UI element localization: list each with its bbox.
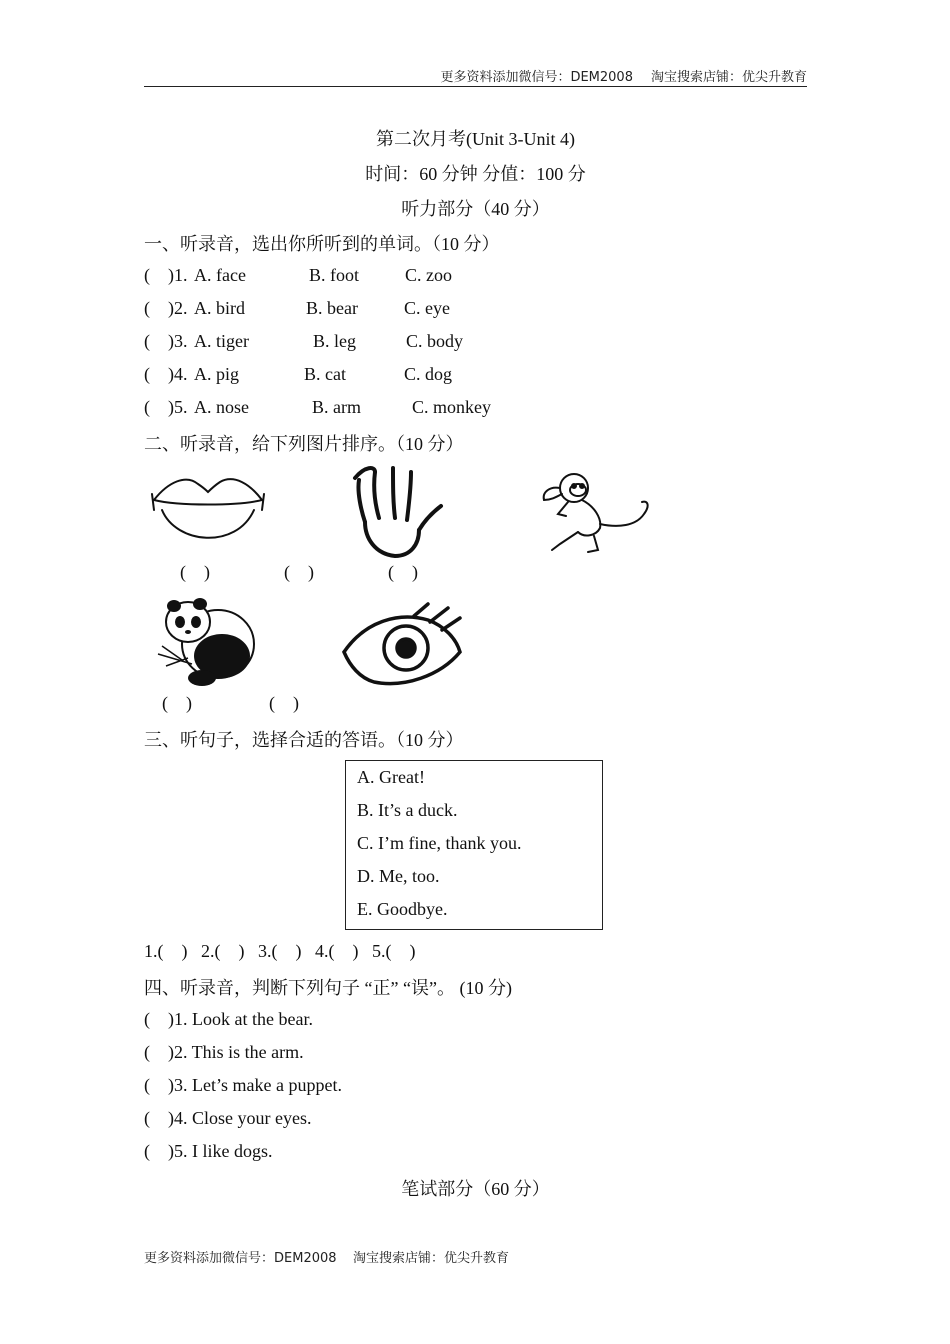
item-number: ( )3.	[144, 331, 188, 351]
section3-title: 三、听句子，选择合适的答语。（10 分）	[144, 730, 464, 750]
option-c: C. body	[406, 331, 464, 351]
mouth-picture	[148, 470, 268, 554]
option-b: B. foot	[309, 265, 360, 285]
time-score: 时间：60 分钟 分值：100 分	[365, 164, 586, 184]
option-a: A. pig	[194, 364, 239, 384]
monkey-order-blank[interactable]: ( )	[388, 562, 418, 582]
eye-picture	[340, 602, 464, 692]
option-a: A. face	[194, 265, 246, 285]
listening-title: 听力部分（40 分）	[401, 199, 550, 219]
answer-option: C. I’m fine, thank you.	[357, 833, 522, 853]
header-wechat: 更多资料添加微信号：DEM2008	[440, 70, 633, 85]
judgement-item: ( )2. This is the arm.	[144, 1042, 304, 1062]
judgement-item: ( )1. Look at the bear.	[144, 1009, 313, 1029]
section2-title: 二、听录音，给下列图片排序。（10 分）	[144, 434, 464, 454]
judgement-item: ( )3. Let’s make a puppet.	[144, 1075, 342, 1095]
item-number: ( )2.	[144, 298, 188, 318]
item-number: ( )1.	[144, 265, 188, 285]
writing-title: 笔试部分（60 分）	[401, 1179, 550, 1199]
answer-option: B. It’s a duck.	[357, 800, 458, 820]
option-b: B. leg	[313, 331, 356, 351]
option-a: A. tiger	[194, 331, 249, 351]
section1-title: 一、听录音，选出你所听到的单词。（10 分）	[144, 234, 500, 254]
option-a: A. nose	[194, 397, 249, 417]
monkey-picture	[538, 466, 654, 558]
section4-title: 四、听录音，判断下列句子 “正” “误”。 (10 分)	[144, 978, 512, 998]
section3-answer-blanks[interactable]: 1.( ) 2.( ) 3.( ) 4.( ) 5.( )	[144, 941, 416, 961]
option-b: B. cat	[304, 364, 346, 384]
judgement-item: ( )4. Close your eyes.	[144, 1108, 312, 1128]
option-c: C. dog	[404, 364, 453, 384]
option-b: B. arm	[312, 397, 361, 417]
exam-title: 第二次月考(Unit 3-Unit 4)	[376, 129, 575, 149]
answer-option: E. Goodbye.	[357, 899, 448, 919]
answer-options-box	[345, 760, 603, 930]
panda-picture	[152, 594, 258, 690]
option-b: B. bear	[306, 298, 358, 318]
answer-option: D. Me, too.	[357, 866, 440, 886]
option-a: A. bird	[194, 298, 245, 318]
item-number: ( )5.	[144, 397, 188, 417]
item-number: ( )4.	[144, 364, 188, 384]
panda-order-blank[interactable]: ( )	[162, 693, 192, 713]
answer-option: A. Great!	[357, 767, 425, 787]
option-c: C. monkey	[412, 397, 491, 417]
mouth-order-blank[interactable]: ( )	[180, 562, 210, 582]
page-footer: 更多资料添加微信号：DEM2008 淘宝搜索店铺：优尖升教育	[144, 1251, 510, 1266]
option-c: C. eye	[404, 298, 450, 318]
hand-picture	[345, 462, 449, 558]
judgement-item: ( )5. I like dogs.	[144, 1141, 273, 1161]
page-header	[144, 66, 807, 87]
option-c: C. zoo	[405, 265, 452, 285]
hand-order-blank[interactable]: ( )	[284, 562, 314, 582]
header-shop: 淘宝搜索店铺：优尖升教育	[650, 70, 807, 85]
eye-order-blank[interactable]: ( )	[269, 693, 299, 713]
